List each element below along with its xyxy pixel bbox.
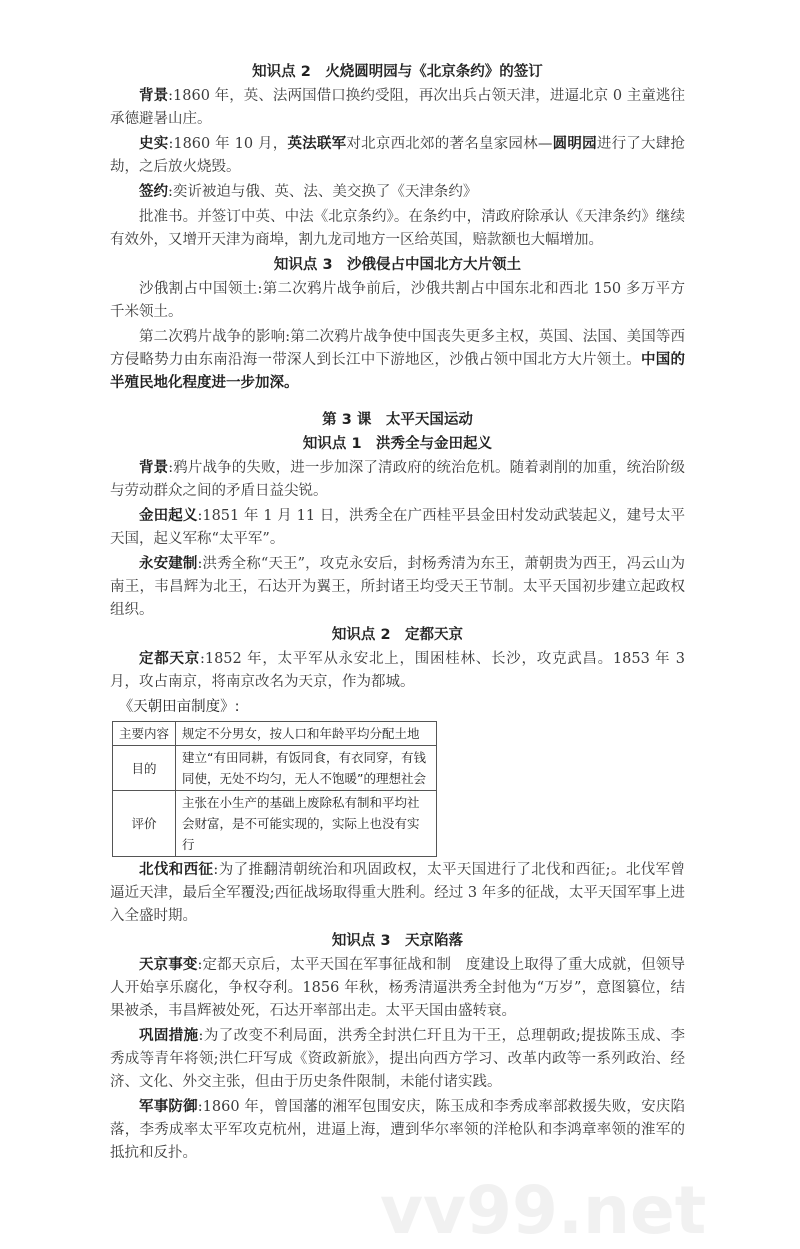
paragraph-text: :为了推翻清朝统治和巩固政权，太平天国进行了北伐和西征;。北伐军曾逼近天津，最后全军覆没;西征战场取得重大胜利。经过 3 年多的征战，太平天国军事上进入全盛时期。: [110, 862, 685, 924]
paragraph-text: :1860 年，曾国藩的湘军包围安庆，陈玉成和李秀成率部救援失败，安庆陷落，李秀成率太平军攻克杭州，进逼上海，遭到华尔率领的洋枪队和李鸿章率领的淮军的抵抗和反扑。: [110, 1099, 685, 1161]
bold-term: 金田起义: [139, 508, 198, 524]
paragraph-text: 批准书。并签订中英、中法《北京条约》。在条约中，清政府除承认《天津条约》继续有效外，又增开天津为商埠，割九龙司地方一区给英国，赔款额也大幅增加。: [110, 209, 685, 248]
paragraph: [110, 326, 685, 395]
table-row: [113, 746, 437, 791]
paragraph-text: :1860 年 10 月，: [168, 136, 288, 152]
section-heading: 第 3 课 太平天国运动: [322, 412, 473, 428]
paragraph: [110, 133, 685, 179]
row-label: 主要内容: [113, 722, 176, 746]
table-row: [113, 722, 437, 746]
paragraph-text: :为了改变不利局面，洪秀全封洪仁玕且为干王，总理朝政;提拔陈玉成、李秀成等青年将领;洪仁玕写成《资政新旅》，提出向西方学习、改革内政等一系列政治、经济、文化、外交主张，但由于历史条件限制，未能付诸实践。: [110, 1028, 685, 1090]
bold-term: 北伐和西征: [139, 862, 214, 878]
bold-term: 圆明园: [552, 136, 597, 152]
paragraph-text: 沙俄割占中国领土:第二次鸦片战争前后，沙俄共割占中国东北和西北 150 多万平方千米领土。: [110, 281, 685, 320]
section-heading: 知识点 3 沙俄侵占中国北方大片领土: [273, 257, 522, 273]
row-content: 建立“有田同耕，有饭同食，有衣同穿，有钱同使，无处不均匀，无人不饱暖”的理想社会: [176, 746, 437, 791]
section-heading: 知识点 1 洪秀全与金田起义: [302, 436, 493, 452]
paragraph: [110, 181, 685, 204]
table-row: [113, 791, 437, 857]
paragraph: [110, 85, 685, 131]
document-page: [110, 60, 685, 1167]
paragraph: [110, 457, 685, 503]
paragraph-text: 进行了大肆抢劫，之后放火烧毁。: [110, 136, 686, 175]
paragraph: [110, 648, 685, 694]
paragraph-text: :1852 年，太平军从永安北上，围困桂林、长沙，攻克武昌。1853 年 3 月，攻占南京，将南京改名为天京，作为都城。: [110, 651, 685, 690]
paragraph-text: :奕䜣被迫与俄、英、法、美交换了《天津条约》: [168, 184, 478, 200]
paragraph-text: :1851 年 1 月 11 日，洪秀全在广西桂平县金田村发动武装起义，建号太平天国，起义军称“太平军”。: [110, 508, 686, 547]
table-caption: 《天朝田亩制度》:: [118, 699, 240, 715]
paragraph-text: 对北京西北郊的著名皇家园林—: [346, 136, 553, 152]
bold-term: 天京事变: [139, 957, 198, 973]
bold-term: 英法联军: [287, 136, 347, 152]
bold-term: 定都天京: [139, 651, 200, 667]
watermark: vv99.net: [380, 1172, 707, 1249]
row-content: 主张在小生产的基础上废除私有制和平均社会财富，是不可能实现的，实际上也没有实行: [176, 791, 437, 857]
row-label: 评价: [113, 791, 176, 857]
section-heading: 知识点 2 定都天京: [331, 627, 464, 643]
bold-term: 中国的半殖民地化程度进一步加深。: [110, 352, 685, 391]
row-label: 目的: [113, 746, 176, 791]
bold-term: 巩固措施: [139, 1028, 199, 1044]
section-heading: 知识点 3 天京陷落: [331, 933, 464, 949]
bold-term: 背景: [139, 460, 169, 476]
row-content: 规定不分男女，按人口和年龄平均分配土地: [176, 722, 437, 746]
paragraph: [110, 1096, 685, 1165]
bold-term: 军事防御: [139, 1099, 198, 1115]
bold-term: 签约: [139, 184, 168, 200]
paragraph: [110, 954, 685, 1023]
paragraph: [110, 553, 685, 622]
bold-term: 背景: [139, 88, 169, 104]
paragraph-text: :1860 年，英、法两国借口换约受阻，再次出兵占领天津，进逼北京 0 主童逃往承德避暑山庄。: [110, 88, 685, 127]
bold-term: 史实: [139, 136, 169, 152]
paragraph-text: 第二次鸦片战争的影响:第二次鸦片战争使中国丧失更多主权，英国、法国、美国等西方侵略势力由东南沿海一带深人到长江中下游地区，沙俄占领中国北方大片领土。: [110, 329, 685, 368]
paragraph-text: :洪秀全称“天王”，攻克永安后，封杨秀清为东王，萧朝贵为西王，冯云山为南王，韦昌辉为北王，石达开为翼王，所封诸王均受天王节制。太平天国初步建立起政权组织。: [110, 556, 685, 618]
paragraph: [110, 1025, 685, 1094]
paragraph-text: :定都天京后，太平天国在军事征战和制 度建设上取得了重大成就，但领导人开始享乐腐化，争权夺利。1856 年秋，杨秀清逼洪秀全封他为“万岁”，意图篡位，结果被杀，韦昌辉被处死，石达开率部出走。太平天国由盛转衰。: [110, 957, 685, 1019]
paragraph: [110, 859, 685, 928]
paragraph: [110, 206, 685, 252]
bold-term: 永安建制: [139, 556, 198, 572]
paragraph: [110, 505, 685, 551]
paragraph: [110, 278, 685, 324]
tianchao-tianmu-table: [112, 721, 437, 857]
section-heading: 知识点 2 火烧圆明园与《北京条约》的签订: [252, 64, 543, 80]
paragraph-text: :鸦片战争的失败，进一步加深了清政府的统治危机。随着剥削的加重，统治阶级与劳动群众之间的矛盾日益尖锐。: [110, 460, 685, 499]
